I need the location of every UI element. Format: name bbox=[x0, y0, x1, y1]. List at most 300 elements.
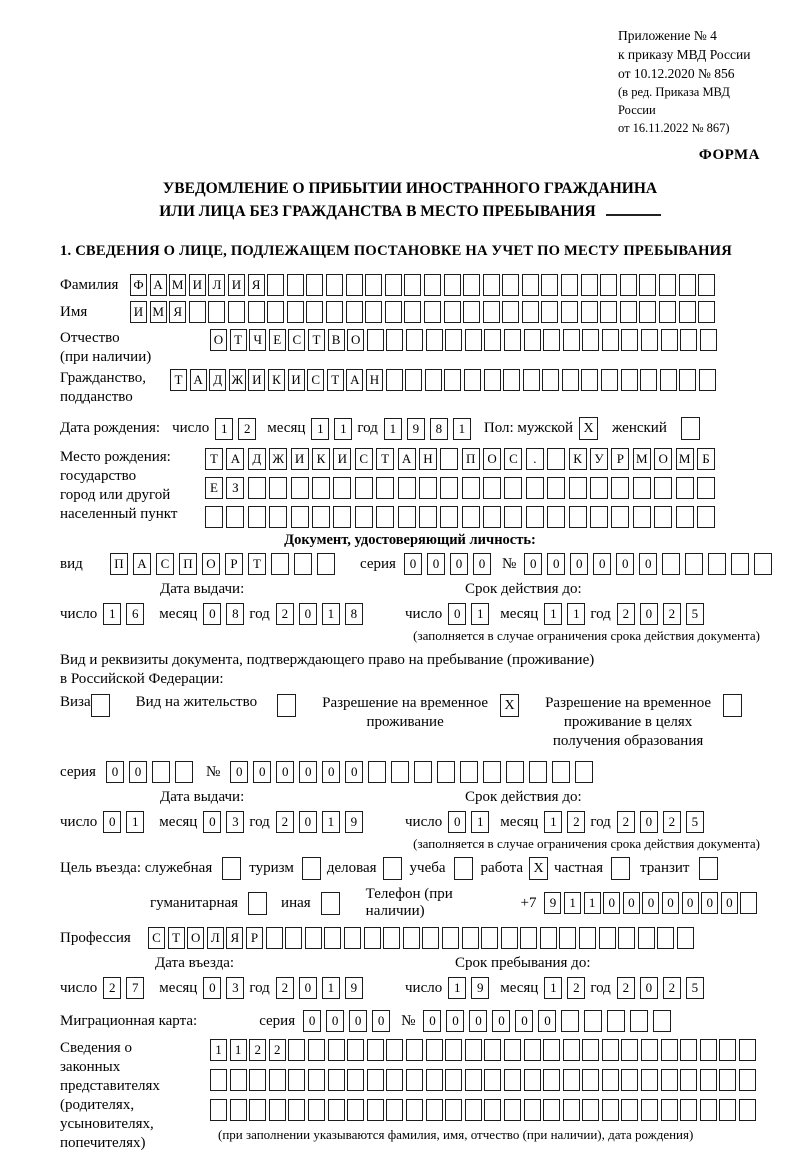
char-cell[interactable] bbox=[328, 1069, 345, 1091]
char-cell[interactable] bbox=[426, 1099, 443, 1121]
char-cell[interactable]: 0 bbox=[423, 1010, 441, 1032]
char-cell[interactable] bbox=[607, 1010, 625, 1032]
char-cell[interactable] bbox=[561, 1010, 579, 1032]
char-cell[interactable]: М bbox=[169, 274, 186, 296]
char-cell[interactable] bbox=[569, 506, 587, 528]
char-cell[interactable]: 0 bbox=[640, 977, 658, 999]
char-cell[interactable]: М bbox=[633, 448, 651, 470]
char-cell[interactable]: 0 bbox=[326, 1010, 344, 1032]
char-cell[interactable] bbox=[547, 448, 565, 470]
char-cell[interactable] bbox=[403, 927, 420, 949]
char-cell[interactable]: 1 bbox=[584, 892, 601, 914]
char-cell[interactable] bbox=[700, 1069, 717, 1091]
char-cell[interactable]: 2 bbox=[276, 977, 294, 999]
char-cell[interactable] bbox=[581, 301, 598, 323]
char-cell[interactable] bbox=[582, 1099, 599, 1121]
char-cell[interactable] bbox=[386, 1069, 403, 1091]
char-cell[interactable] bbox=[383, 857, 402, 880]
char-cell[interactable]: 8 bbox=[226, 603, 244, 625]
char-cell[interactable]: Л bbox=[207, 927, 224, 949]
char-cell[interactable] bbox=[288, 1039, 305, 1061]
char-cell[interactable] bbox=[581, 369, 598, 391]
char-cell[interactable] bbox=[326, 274, 343, 296]
char-cell[interactable] bbox=[484, 329, 501, 351]
char-cell[interactable]: Ж bbox=[269, 448, 287, 470]
char-cell[interactable]: Д bbox=[209, 369, 226, 391]
char-cell[interactable]: 7 bbox=[126, 977, 144, 999]
char-cell[interactable] bbox=[654, 477, 672, 499]
char-cell[interactable]: С bbox=[307, 369, 324, 391]
char-cell[interactable]: 0 bbox=[404, 553, 422, 575]
char-cell[interactable]: 9 bbox=[345, 977, 363, 999]
char-cell[interactable] bbox=[152, 761, 170, 783]
char-cell[interactable] bbox=[462, 506, 480, 528]
char-cell[interactable]: 1 bbox=[544, 603, 562, 625]
char-cell[interactable]: 0 bbox=[276, 761, 294, 783]
char-cell[interactable]: Т bbox=[327, 369, 344, 391]
char-cell[interactable]: 1 bbox=[384, 418, 402, 440]
char-cell[interactable] bbox=[367, 1039, 384, 1061]
char-cell[interactable] bbox=[444, 274, 461, 296]
char-cell[interactable] bbox=[484, 1069, 501, 1091]
char-cell[interactable]: 5 bbox=[686, 603, 704, 625]
char-cell[interactable]: Т bbox=[230, 329, 247, 351]
char-cell[interactable] bbox=[425, 369, 442, 391]
char-cell[interactable] bbox=[698, 274, 715, 296]
char-cell[interactable] bbox=[563, 329, 580, 351]
char-cell[interactable] bbox=[364, 927, 381, 949]
char-cell[interactable]: И bbox=[333, 448, 351, 470]
char-cell[interactable] bbox=[611, 477, 629, 499]
char-cell[interactable] bbox=[680, 1039, 697, 1061]
char-cell[interactable] bbox=[543, 1039, 560, 1061]
char-cell[interactable] bbox=[287, 274, 304, 296]
char-cell[interactable] bbox=[440, 506, 458, 528]
char-cell[interactable]: 1 bbox=[230, 1039, 247, 1061]
char-cell[interactable] bbox=[404, 274, 421, 296]
char-cell[interactable] bbox=[731, 553, 749, 575]
char-cell[interactable]: И bbox=[291, 448, 309, 470]
char-cell[interactable]: А bbox=[226, 448, 244, 470]
char-cell[interactable] bbox=[524, 1069, 541, 1091]
char-cell[interactable] bbox=[543, 1069, 560, 1091]
char-cell[interactable] bbox=[708, 553, 726, 575]
char-cell[interactable]: 1 bbox=[471, 603, 489, 625]
char-cell[interactable] bbox=[465, 329, 482, 351]
char-cell[interactable] bbox=[659, 274, 676, 296]
char-cell[interactable]: Ж bbox=[229, 369, 246, 391]
char-cell[interactable] bbox=[699, 857, 718, 880]
char-cell[interactable]: 2 bbox=[238, 418, 256, 440]
char-cell[interactable] bbox=[483, 477, 501, 499]
char-cell[interactable]: 2 bbox=[567, 811, 585, 833]
char-cell[interactable]: 0 bbox=[448, 811, 466, 833]
char-cell[interactable]: Е bbox=[205, 477, 223, 499]
char-cell[interactable]: 0 bbox=[524, 553, 542, 575]
char-cell[interactable] bbox=[529, 761, 547, 783]
char-cell[interactable]: И bbox=[189, 274, 206, 296]
char-cell[interactable] bbox=[504, 1099, 521, 1121]
char-cell[interactable] bbox=[559, 927, 576, 949]
char-cell[interactable] bbox=[621, 369, 638, 391]
char-cell[interactable] bbox=[481, 927, 498, 949]
char-cell[interactable] bbox=[621, 1039, 638, 1061]
char-cell[interactable]: П bbox=[110, 553, 128, 575]
char-cell[interactable]: X bbox=[500, 694, 519, 717]
char-cell[interactable]: 8 bbox=[345, 603, 363, 625]
char-cell[interactable] bbox=[288, 1099, 305, 1121]
char-cell[interactable] bbox=[308, 1099, 325, 1121]
char-cell[interactable] bbox=[611, 857, 630, 880]
char-cell[interactable] bbox=[355, 477, 373, 499]
char-cell[interactable]: 2 bbox=[663, 977, 681, 999]
char-cell[interactable]: 1 bbox=[334, 418, 352, 440]
char-cell[interactable] bbox=[346, 301, 363, 323]
char-cell[interactable] bbox=[484, 1099, 501, 1121]
char-cell[interactable] bbox=[679, 301, 696, 323]
char-cell[interactable]: 9 bbox=[471, 977, 489, 999]
char-cell[interactable]: 1 bbox=[448, 977, 466, 999]
char-cell[interactable] bbox=[700, 1039, 717, 1061]
char-cell[interactable] bbox=[697, 477, 715, 499]
char-cell[interactable]: 0 bbox=[662, 892, 679, 914]
char-cell[interactable] bbox=[440, 448, 458, 470]
char-cell[interactable] bbox=[563, 1039, 580, 1061]
char-cell[interactable] bbox=[602, 329, 619, 351]
char-cell[interactable] bbox=[367, 1069, 384, 1091]
char-cell[interactable]: 1 bbox=[544, 977, 562, 999]
char-cell[interactable] bbox=[205, 506, 223, 528]
char-cell[interactable]: 1 bbox=[103, 603, 121, 625]
char-cell[interactable] bbox=[483, 274, 500, 296]
char-cell[interactable]: 6 bbox=[126, 603, 144, 625]
char-cell[interactable] bbox=[698, 301, 715, 323]
char-cell[interactable] bbox=[483, 506, 501, 528]
char-cell[interactable] bbox=[308, 1069, 325, 1091]
char-cell[interactable]: 0 bbox=[299, 977, 317, 999]
char-cell[interactable] bbox=[621, 1069, 638, 1091]
char-cell[interactable] bbox=[306, 274, 323, 296]
char-cell[interactable] bbox=[328, 1039, 345, 1061]
char-cell[interactable]: 0 bbox=[203, 977, 221, 999]
char-cell[interactable] bbox=[383, 927, 400, 949]
char-cell[interactable] bbox=[526, 506, 544, 528]
char-cell[interactable]: С bbox=[148, 927, 165, 949]
char-cell[interactable] bbox=[406, 1069, 423, 1091]
char-cell[interactable] bbox=[676, 506, 694, 528]
char-cell[interactable] bbox=[719, 1039, 736, 1061]
char-cell[interactable] bbox=[575, 761, 593, 783]
char-cell[interactable]: 1 bbox=[311, 418, 329, 440]
char-cell[interactable] bbox=[739, 1039, 756, 1061]
char-cell[interactable]: 1 bbox=[322, 811, 340, 833]
char-cell[interactable]: 0 bbox=[322, 761, 340, 783]
char-cell[interactable] bbox=[700, 1099, 717, 1121]
char-cell[interactable] bbox=[679, 369, 696, 391]
char-cell[interactable] bbox=[562, 369, 579, 391]
char-cell[interactable] bbox=[639, 274, 656, 296]
char-cell[interactable]: 0 bbox=[372, 1010, 390, 1032]
char-cell[interactable] bbox=[391, 761, 409, 783]
char-cell[interactable] bbox=[462, 477, 480, 499]
char-cell[interactable] bbox=[543, 329, 560, 351]
char-cell[interactable] bbox=[679, 274, 696, 296]
char-cell[interactable]: 1 bbox=[453, 418, 471, 440]
char-cell[interactable]: 0 bbox=[203, 603, 221, 625]
char-cell[interactable] bbox=[602, 1069, 619, 1091]
char-cell[interactable] bbox=[248, 301, 265, 323]
char-cell[interactable] bbox=[368, 761, 386, 783]
char-cell[interactable] bbox=[266, 927, 283, 949]
char-cell[interactable] bbox=[543, 1099, 560, 1121]
char-cell[interactable] bbox=[719, 1099, 736, 1121]
char-cell[interactable]: 0 bbox=[642, 892, 659, 914]
char-cell[interactable] bbox=[640, 369, 657, 391]
char-cell[interactable] bbox=[661, 1069, 678, 1091]
char-cell[interactable]: 2 bbox=[663, 811, 681, 833]
char-cell[interactable] bbox=[267, 301, 284, 323]
char-cell[interactable]: 1 bbox=[322, 603, 340, 625]
char-cell[interactable] bbox=[269, 1099, 286, 1121]
char-cell[interactable] bbox=[620, 274, 637, 296]
char-cell[interactable] bbox=[680, 329, 697, 351]
char-cell[interactable] bbox=[406, 1039, 423, 1061]
char-cell[interactable]: О bbox=[347, 329, 364, 351]
char-cell[interactable]: 0 bbox=[303, 1010, 321, 1032]
char-cell[interactable] bbox=[740, 892, 757, 914]
char-cell[interactable]: X bbox=[579, 417, 598, 440]
char-cell[interactable] bbox=[91, 694, 110, 717]
char-cell[interactable] bbox=[376, 506, 394, 528]
char-cell[interactable]: Р bbox=[246, 927, 263, 949]
char-cell[interactable] bbox=[522, 301, 539, 323]
char-cell[interactable] bbox=[483, 301, 500, 323]
char-cell[interactable] bbox=[406, 1099, 423, 1121]
char-cell[interactable]: 2 bbox=[617, 603, 635, 625]
char-cell[interactable] bbox=[524, 329, 541, 351]
char-cell[interactable]: 3 bbox=[226, 977, 244, 999]
char-cell[interactable]: 0 bbox=[299, 761, 317, 783]
char-cell[interactable]: К bbox=[312, 448, 330, 470]
char-cell[interactable]: Я bbox=[226, 927, 243, 949]
char-cell[interactable] bbox=[639, 301, 656, 323]
char-cell[interactable] bbox=[465, 1099, 482, 1121]
char-cell[interactable]: О bbox=[202, 553, 220, 575]
char-cell[interactable] bbox=[291, 506, 309, 528]
char-cell[interactable] bbox=[582, 1039, 599, 1061]
char-cell[interactable]: 0 bbox=[473, 553, 491, 575]
char-cell[interactable]: К bbox=[569, 448, 587, 470]
char-cell[interactable] bbox=[633, 477, 651, 499]
char-cell[interactable] bbox=[306, 301, 323, 323]
char-cell[interactable] bbox=[523, 369, 540, 391]
char-cell[interactable] bbox=[719, 1069, 736, 1091]
char-cell[interactable] bbox=[426, 329, 443, 351]
char-cell[interactable]: 9 bbox=[345, 811, 363, 833]
char-cell[interactable]: Е bbox=[269, 329, 286, 351]
char-cell[interactable] bbox=[504, 329, 521, 351]
char-cell[interactable] bbox=[398, 477, 416, 499]
char-cell[interactable] bbox=[677, 927, 694, 949]
char-cell[interactable]: 0 bbox=[640, 811, 658, 833]
char-cell[interactable] bbox=[584, 1010, 602, 1032]
char-cell[interactable] bbox=[601, 369, 618, 391]
char-cell[interactable] bbox=[654, 506, 672, 528]
char-cell[interactable] bbox=[541, 274, 558, 296]
char-cell[interactable] bbox=[463, 301, 480, 323]
char-cell[interactable] bbox=[386, 1099, 403, 1121]
char-cell[interactable] bbox=[175, 761, 193, 783]
char-cell[interactable] bbox=[308, 1039, 325, 1061]
char-cell[interactable] bbox=[462, 927, 479, 949]
char-cell[interactable]: 0 bbox=[106, 761, 124, 783]
char-cell[interactable]: Т bbox=[205, 448, 223, 470]
char-cell[interactable]: 0 bbox=[299, 603, 317, 625]
char-cell[interactable] bbox=[641, 1069, 658, 1091]
char-cell[interactable]: 2 bbox=[276, 603, 294, 625]
char-cell[interactable] bbox=[681, 417, 700, 440]
char-cell[interactable] bbox=[662, 553, 680, 575]
char-cell[interactable]: 0 bbox=[299, 811, 317, 833]
char-cell[interactable]: . bbox=[526, 448, 544, 470]
char-cell[interactable] bbox=[249, 1099, 266, 1121]
char-cell[interactable] bbox=[524, 1099, 541, 1121]
char-cell[interactable] bbox=[445, 1039, 462, 1061]
char-cell[interactable]: 0 bbox=[515, 1010, 533, 1032]
char-cell[interactable] bbox=[347, 1069, 364, 1091]
char-cell[interactable] bbox=[317, 553, 335, 575]
char-cell[interactable]: 0 bbox=[640, 603, 658, 625]
char-cell[interactable] bbox=[653, 1010, 671, 1032]
char-cell[interactable]: 0 bbox=[345, 761, 363, 783]
char-cell[interactable] bbox=[333, 477, 351, 499]
char-cell[interactable] bbox=[386, 329, 403, 351]
char-cell[interactable]: А bbox=[133, 553, 151, 575]
char-cell[interactable] bbox=[365, 301, 382, 323]
char-cell[interactable] bbox=[248, 477, 266, 499]
char-cell[interactable] bbox=[633, 506, 651, 528]
char-cell[interactable]: 9 bbox=[407, 418, 425, 440]
char-cell[interactable]: О bbox=[187, 927, 204, 949]
char-cell[interactable] bbox=[419, 506, 437, 528]
char-cell[interactable]: Н bbox=[419, 448, 437, 470]
char-cell[interactable]: 0 bbox=[570, 553, 588, 575]
char-cell[interactable] bbox=[444, 301, 461, 323]
char-cell[interactable] bbox=[222, 857, 241, 880]
char-cell[interactable] bbox=[267, 274, 284, 296]
char-cell[interactable]: 2 bbox=[617, 811, 635, 833]
char-cell[interactable] bbox=[547, 477, 565, 499]
char-cell[interactable] bbox=[226, 506, 244, 528]
char-cell[interactable]: И bbox=[228, 274, 245, 296]
char-cell[interactable] bbox=[541, 301, 558, 323]
char-cell[interactable] bbox=[285, 927, 302, 949]
char-cell[interactable]: З bbox=[226, 477, 244, 499]
char-cell[interactable] bbox=[386, 1039, 403, 1061]
char-cell[interactable] bbox=[440, 477, 458, 499]
char-cell[interactable]: Д bbox=[248, 448, 266, 470]
char-cell[interactable] bbox=[414, 761, 432, 783]
char-cell[interactable] bbox=[210, 1099, 227, 1121]
char-cell[interactable]: 0 bbox=[253, 761, 271, 783]
char-cell[interactable] bbox=[312, 477, 330, 499]
char-cell[interactable]: 0 bbox=[203, 811, 221, 833]
char-cell[interactable] bbox=[661, 1039, 678, 1061]
char-cell[interactable] bbox=[563, 1099, 580, 1121]
char-cell[interactable] bbox=[424, 274, 441, 296]
char-cell[interactable]: Б bbox=[697, 448, 715, 470]
char-cell[interactable] bbox=[422, 927, 439, 949]
char-cell[interactable]: А bbox=[150, 274, 167, 296]
char-cell[interactable]: В bbox=[328, 329, 345, 351]
char-cell[interactable] bbox=[504, 1069, 521, 1091]
char-cell[interactable]: 9 bbox=[544, 892, 561, 914]
char-cell[interactable]: 0 bbox=[721, 892, 738, 914]
char-cell[interactable] bbox=[386, 369, 403, 391]
char-cell[interactable]: X bbox=[529, 857, 548, 880]
char-cell[interactable] bbox=[406, 329, 423, 351]
char-cell[interactable] bbox=[697, 506, 715, 528]
char-cell[interactable] bbox=[210, 1069, 227, 1091]
char-cell[interactable] bbox=[465, 1069, 482, 1091]
char-cell[interactable]: 2 bbox=[249, 1039, 266, 1061]
char-cell[interactable]: С bbox=[156, 553, 174, 575]
char-cell[interactable]: 0 bbox=[538, 1010, 556, 1032]
char-cell[interactable] bbox=[552, 761, 570, 783]
char-cell[interactable]: 2 bbox=[276, 811, 294, 833]
char-cell[interactable]: А bbox=[190, 369, 207, 391]
char-cell[interactable] bbox=[312, 506, 330, 528]
char-cell[interactable] bbox=[504, 477, 522, 499]
char-cell[interactable] bbox=[484, 369, 501, 391]
char-cell[interactable] bbox=[739, 1069, 756, 1091]
char-cell[interactable] bbox=[444, 369, 461, 391]
char-cell[interactable]: Ч bbox=[249, 329, 266, 351]
char-cell[interactable] bbox=[230, 1099, 247, 1121]
char-cell[interactable] bbox=[542, 369, 559, 391]
char-cell[interactable]: 1 bbox=[544, 811, 562, 833]
char-cell[interactable] bbox=[522, 274, 539, 296]
char-cell[interactable]: 2 bbox=[567, 977, 585, 999]
char-cell[interactable]: 0 bbox=[603, 892, 620, 914]
char-cell[interactable] bbox=[569, 477, 587, 499]
char-cell[interactable]: А bbox=[346, 369, 363, 391]
char-cell[interactable]: 2 bbox=[103, 977, 121, 999]
char-cell[interactable]: Я bbox=[248, 274, 265, 296]
char-cell[interactable] bbox=[685, 553, 703, 575]
char-cell[interactable] bbox=[326, 301, 343, 323]
char-cell[interactable] bbox=[501, 927, 518, 949]
char-cell[interactable]: О bbox=[210, 329, 227, 351]
char-cell[interactable]: 0 bbox=[469, 1010, 487, 1032]
char-cell[interactable] bbox=[547, 506, 565, 528]
char-cell[interactable]: Т bbox=[168, 927, 185, 949]
char-cell[interactable]: И bbox=[248, 369, 265, 391]
char-cell[interactable]: С bbox=[504, 448, 522, 470]
char-cell[interactable] bbox=[442, 927, 459, 949]
char-cell[interactable] bbox=[419, 477, 437, 499]
char-cell[interactable]: 1 bbox=[215, 418, 233, 440]
char-cell[interactable] bbox=[621, 1099, 638, 1121]
char-cell[interactable]: 8 bbox=[430, 418, 448, 440]
char-cell[interactable] bbox=[333, 506, 351, 528]
char-cell[interactable]: 0 bbox=[682, 892, 699, 914]
char-cell[interactable] bbox=[659, 301, 676, 323]
char-cell[interactable]: 0 bbox=[349, 1010, 367, 1032]
char-cell[interactable] bbox=[700, 329, 717, 351]
char-cell[interactable]: 0 bbox=[593, 553, 611, 575]
char-cell[interactable]: 2 bbox=[269, 1039, 286, 1061]
